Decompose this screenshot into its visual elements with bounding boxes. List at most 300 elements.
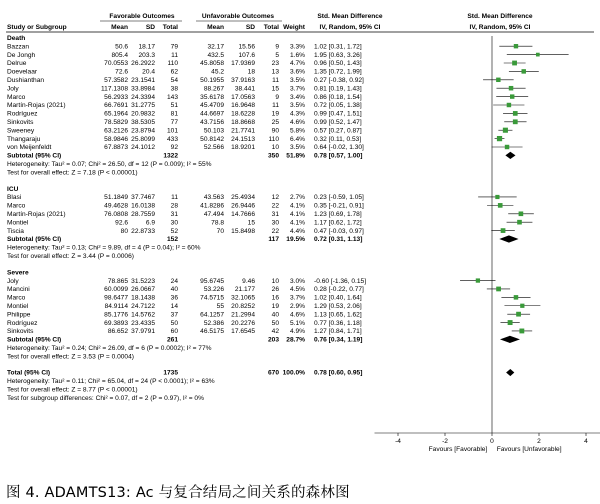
study-name: Rodríguez — [7, 110, 38, 118]
total-unfavorable: 25 — [271, 119, 279, 126]
study-name: Tiscia — [7, 227, 24, 235]
study-name: Sinkovits — [7, 119, 34, 126]
total-favorable: 101 — [166, 127, 178, 135]
study-square-marker — [501, 228, 506, 233]
total-favorable: 30 — [170, 219, 178, 227]
total-favorable: 110 — [167, 60, 178, 68]
study-name: von Meijenfeldt — [7, 144, 52, 152]
study-name: Thangaraju — [7, 135, 41, 143]
study-name: Martín-Rojas (2021) — [7, 210, 66, 218]
header-study: Study or Subgroup — [7, 24, 67, 31]
weight-value: 2.7% — [289, 194, 305, 202]
mean-unfavorable: 78.8 — [211, 219, 224, 227]
study-name: Sinkovits — [7, 328, 34, 336]
study-square-marker — [517, 220, 522, 225]
total-unfavorable: 12 — [271, 194, 279, 202]
header-sd-2: SD — [245, 24, 255, 31]
header-unfavorable-outcomes: Unfavorable Outcomes — [201, 13, 275, 20]
subgroup-differences-text: Test for subgroup differences: Chi² = 0.07, df = 2 (P = 0.97), I² = 0% — [7, 394, 204, 402]
sd-unfavorable: 9.46 — [242, 277, 255, 285]
weight-value: 5.1% — [289, 319, 305, 327]
sd-favorable: 28.7559 — [131, 210, 155, 218]
mean-favorable: 50.6 — [115, 43, 128, 51]
total-overall-effect-text: Test for overall effect: Z = 8.77 (P < 0.00001) — [7, 386, 138, 394]
smd-ci-text: 1.95 [0.63, 3.26] — [314, 51, 362, 59]
subgroup-title: ICU — [7, 185, 19, 193]
study-square-marker — [505, 145, 509, 149]
study-square-marker — [496, 287, 501, 292]
smd-ci-text: 0.99 [0.52, 1.47] — [314, 119, 362, 126]
study-square-marker — [476, 278, 480, 282]
total-unfavorable: 13 — [271, 68, 279, 76]
weight-value: 4.1% — [289, 202, 305, 210]
total-total-unfavorable: 670 — [267, 369, 279, 377]
mean-unfavorable: 55 — [216, 302, 224, 310]
study-name: Marco — [7, 294, 26, 302]
total-unfavorable: 22 — [271, 202, 279, 210]
weight-value: 4.3% — [289, 110, 305, 118]
total-favorable: 77 — [170, 119, 178, 126]
mean-unfavorable: 45.8058 — [200, 60, 224, 68]
header-plot-method: IV, Random, 95% CI — [469, 24, 531, 31]
study-square-marker — [514, 295, 519, 300]
heterogeneity-text: Heterogeneity: Tau² = 0.24; Chi² = 26.09, df = 6 (P = 0.0002); I² = 77% — [7, 344, 212, 352]
sd-unfavorable: 38.441 — [234, 85, 255, 93]
mean-unfavorable: 50.8142 — [200, 135, 224, 143]
sd-unfavorable: 21.7741 — [231, 127, 255, 135]
smd-ci-text: 0.64 [-0.02, 1.30] — [314, 144, 364, 152]
study-square-marker — [514, 44, 518, 48]
total-ci-text: 0.78 [0.60, 0.95] — [314, 369, 363, 377]
mean-favorable: 65.1964 — [104, 110, 128, 118]
mean-unfavorable: 432.5 — [207, 51, 224, 59]
x-tick-label: -2 — [442, 438, 448, 445]
header-total-1: Total — [162, 24, 178, 31]
mean-unfavorable: 32.17 — [207, 43, 224, 51]
total-unfavorable: 10 — [271, 144, 279, 152]
mean-unfavorable: 64.1257 — [200, 311, 224, 319]
smd-ci-text: 1.02 [0.40, 1.64] — [314, 294, 362, 302]
mean-unfavorable: 44.6697 — [200, 110, 224, 118]
weight-value: 2.9% — [289, 302, 305, 310]
heterogeneity-text: Heterogeneity: Tau² = 0.07; Chi² = 26.50, df = 12 (P = 0.009); I² = 55% — [7, 161, 212, 168]
subtotal-weight: 19.5% — [286, 236, 305, 244]
overall-effect-text: Test for overall effect: Z = 3.53 (P = 0.0004) — [7, 353, 134, 361]
smd-ci-text: 0.77 [0.36, 1.18] — [314, 319, 362, 327]
mean-unfavorable: 45.2 — [211, 68, 224, 76]
weight-value: 3.7% — [289, 294, 305, 302]
total-favorable: 92 — [170, 144, 178, 152]
total-heterogeneity-text: Heterogeneity: Tau² = 0.11; Chi² = 65.04, df = 24 (P < 0.0001); I² = 63% — [7, 378, 215, 386]
sd-unfavorable: 15 — [247, 219, 255, 227]
weight-value: 3.6% — [289, 68, 305, 76]
sd-unfavorable: 21.177 — [234, 286, 255, 294]
total-favorable: 11 — [171, 194, 178, 202]
study-square-marker — [503, 128, 508, 133]
smd-ci-text: 1.29 [0.53, 2.06] — [314, 302, 362, 310]
total-favorable: 28 — [170, 202, 178, 210]
mean-favorable: 78.865 — [107, 277, 128, 285]
subtotal-ci-text: 0.72 [0.31, 1.13] — [314, 236, 363, 244]
total-unfavorable: 19 — [271, 110, 279, 118]
subtotal-weight: 51.8% — [286, 152, 305, 160]
header-smd: Std. Mean Difference — [317, 13, 383, 20]
smd-ci-text: 1.27 [0.84, 1.71] — [314, 328, 362, 336]
subtotal-label: Subtotal (95% CI) — [7, 152, 62, 160]
study-name: Joly — [7, 85, 19, 93]
sd-unfavorable: 20.2276 — [231, 319, 255, 327]
smd-ci-text: 0.99 [0.47, 1.51] — [314, 110, 362, 118]
mean-unfavorable: 53.226 — [203, 286, 224, 294]
total-unfavorable: 40 — [271, 311, 279, 319]
total-favorable: 50 — [170, 319, 178, 327]
smd-ci-text: 1.17 [0.62, 1.72] — [314, 219, 362, 227]
sd-favorable: 31.2775 — [131, 102, 155, 110]
smd-ci-text: 0.35 [-0.21, 0.91] — [314, 202, 364, 210]
weight-value: 1.6% — [289, 51, 305, 59]
sd-favorable: 38.5305 — [131, 119, 155, 126]
sd-favorable: 16.0138 — [131, 202, 155, 210]
total-diamond — [506, 369, 514, 376]
header-mean-1: Mean — [111, 24, 128, 31]
sd-unfavorable: 15.8498 — [231, 227, 255, 235]
sd-favorable: 23.4335 — [131, 319, 155, 327]
x-tick-label: 4 — [584, 438, 588, 445]
header-mean-2: Mean — [207, 24, 224, 31]
study-square-marker — [519, 211, 524, 216]
mean-favorable: 60.0099 — [104, 286, 128, 294]
study-name: Bazzan — [7, 43, 29, 51]
total-weight: 100.0% — [282, 369, 305, 377]
study-name: Blasi — [7, 194, 22, 202]
mean-unfavorable: 43.7156 — [200, 119, 224, 126]
study-square-marker — [516, 312, 521, 317]
weight-value: 4.6% — [289, 311, 305, 319]
total-total-favorable: 1735 — [163, 369, 178, 377]
study-square-marker — [509, 86, 514, 91]
total-unfavorable: 11 — [272, 102, 279, 110]
weight-value: 6.4% — [289, 135, 305, 143]
mean-favorable: 51.1849 — [104, 194, 128, 202]
weight-value: 4.6% — [289, 119, 305, 126]
sd-favorable: 26.2922 — [131, 60, 155, 68]
total-favorable: 11 — [171, 51, 178, 59]
sd-unfavorable: 16.9648 — [231, 102, 255, 110]
total-favorable: 54 — [170, 77, 178, 84]
total-favorable: 143 — [166, 93, 178, 101]
study-name: Rodríguez — [7, 319, 38, 327]
total-favorable: 62 — [170, 68, 178, 76]
sd-unfavorable: 18.6228 — [231, 110, 255, 118]
sd-unfavorable: 107.6 — [238, 51, 255, 59]
sd-unfavorable: 14.7666 — [231, 210, 255, 218]
sd-favorable: 37.7467 — [131, 194, 155, 202]
study-square-marker — [512, 61, 517, 66]
study-name: Joly — [7, 277, 19, 285]
subtotal-diamond — [499, 235, 518, 242]
total-favorable: 37 — [170, 311, 178, 319]
total-unfavorable: 19 — [271, 302, 279, 310]
header-weight: Weight — [283, 24, 305, 31]
smd-ci-text: 0.27 [-0.38, 0.92] — [314, 77, 364, 84]
study-name: De Jongh — [7, 51, 36, 59]
total-favorable: 79 — [170, 43, 178, 51]
x-tick-label: -4 — [395, 438, 401, 445]
header-favorable-outcomes: Favorable Outcomes — [109, 13, 175, 20]
mean-unfavorable: 70 — [216, 227, 224, 235]
mean-unfavorable: 50.1955 — [200, 77, 224, 84]
study-square-marker — [507, 103, 511, 107]
total-unfavorable: 30 — [271, 219, 279, 227]
sd-favorable: 203.3 — [138, 51, 155, 59]
subtotal-total-favorable: 1322 — [163, 152, 178, 160]
mean-favorable: 72.6 — [115, 68, 128, 76]
total-unfavorable: 26 — [271, 286, 279, 294]
mean-favorable: 76.0808 — [104, 210, 128, 218]
smd-ci-text: 0.72 [0.05, 1.38] — [314, 102, 362, 110]
mean-favorable: 117.1308 — [100, 85, 128, 93]
header-plot-smd: Std. Mean Difference — [467, 13, 533, 20]
subgroup-title: Death — [7, 35, 26, 42]
study-square-marker — [498, 203, 503, 208]
total-unfavorable: 11 — [272, 77, 279, 84]
study-square-marker — [510, 94, 514, 98]
smd-ci-text: 0.28 [-0.22, 0.77] — [314, 286, 364, 294]
smd-ci-text: 1.23 [0.69, 1.78] — [314, 210, 362, 218]
sd-favorable: 24.3394 — [131, 93, 155, 101]
total-favorable: 24 — [170, 277, 178, 285]
smd-ci-text: 0.32 [0.11, 0.53] — [314, 135, 362, 143]
study-square-marker — [497, 136, 502, 141]
mean-unfavorable: 88.267 — [203, 85, 224, 93]
mean-unfavorable: 74.5715 — [200, 294, 224, 302]
weight-value: 3.0% — [289, 277, 305, 285]
overall-effect-text: Test for overall effect: Z = 3.44 (P = 0.0006) — [7, 252, 134, 260]
weight-value: 4.5% — [289, 286, 305, 294]
sd-unfavorable: 25.4934 — [231, 194, 255, 202]
subtotal-ci-text: 0.76 [0.34, 1.19] — [314, 336, 363, 344]
subtotal-diamond — [505, 152, 515, 159]
mean-favorable: 63.2126 — [104, 127, 128, 135]
mean-favorable: 92.6 — [115, 219, 128, 227]
sd-favorable: 31.5223 — [131, 277, 155, 285]
total-unfavorable: 9 — [275, 93, 279, 101]
weight-value: 3.3% — [289, 43, 305, 51]
total-unfavorable: 110 — [268, 135, 279, 143]
subtotal-weight: 28.7% — [286, 336, 305, 344]
total-unfavorable: 5 — [275, 51, 279, 59]
total-unfavorable: 9 — [275, 43, 279, 51]
weight-value: 4.4% — [289, 227, 305, 235]
total-unfavorable: 16 — [271, 294, 279, 302]
mean-unfavorable: 52.566 — [203, 144, 224, 152]
header-method: IV, Random, 95% CI — [319, 24, 381, 31]
sd-unfavorable: 18 — [247, 68, 255, 76]
subtotal-total-unfavorable: 203 — [267, 336, 279, 344]
sd-unfavorable: 37.9163 — [231, 77, 255, 84]
smd-ci-text: 0.57 [0.27, 0.87] — [314, 127, 362, 135]
study-name: Philippe — [7, 311, 31, 319]
figure-caption: 图 4. ADAMTS13: Ac 与复合结局之间关系的森林图 — [6, 485, 350, 501]
weight-value: 5.8% — [289, 127, 305, 135]
total-favorable: 36 — [170, 294, 178, 302]
study-name: Marco — [7, 202, 26, 210]
study-name: Montiel — [7, 302, 29, 310]
sd-unfavorable: 32.1065 — [231, 294, 255, 302]
mean-unfavorable: 46.5175 — [200, 328, 224, 336]
mean-favorable: 70.0553 — [104, 60, 128, 68]
sd-unfavorable: 20.8252 — [231, 302, 255, 310]
mean-favorable: 67.8873 — [104, 144, 128, 152]
total-favorable: 52 — [170, 227, 178, 235]
total-label: Total (95% CI) — [7, 369, 51, 377]
favours-left-label: Favours [Favorable] — [428, 446, 488, 453]
total-unfavorable: 90 — [271, 127, 279, 135]
mean-favorable: 805.4 — [111, 51, 128, 59]
sd-favorable: 23.1541 — [131, 77, 155, 84]
mean-favorable: 85.1776 — [104, 311, 128, 319]
subtotal-total-unfavorable: 117 — [268, 236, 279, 244]
study-name: Martín-Rojas (2021) — [7, 102, 66, 110]
study-square-marker — [508, 320, 513, 325]
weight-value: 4.1% — [289, 219, 305, 227]
weight-value: 3.5% — [289, 77, 305, 84]
total-favorable: 31 — [170, 210, 178, 218]
study-square-marker — [495, 195, 499, 199]
header-sd-1: SD — [145, 24, 155, 31]
total-unfavorable: 10 — [271, 277, 279, 285]
mean-favorable: 78.5829 — [104, 119, 128, 126]
total-unfavorable: 22 — [271, 227, 279, 235]
sd-favorable: 25.8099 — [131, 135, 155, 143]
total-unfavorable: 42 — [271, 328, 279, 336]
favours-right-label: Favours [Unfavorable] — [496, 446, 562, 453]
study-square-marker — [536, 53, 540, 57]
sd-favorable: 37.9791 — [131, 328, 155, 336]
sd-favorable: 24.7122 — [131, 302, 155, 310]
sd-favorable: 14.5762 — [131, 311, 155, 319]
heterogeneity-text: Heterogeneity: Tau² = 0.13; Chi² = 9.89, df = 4 (P = 0.04); I² = 60% — [7, 244, 201, 252]
weight-value: 3.4% — [289, 93, 305, 101]
sd-favorable: 18.17 — [138, 43, 155, 51]
smd-ci-text: 1.13 [0.65, 1.62] — [314, 311, 362, 319]
sd-favorable: 6.9 — [145, 219, 155, 227]
total-unfavorable: 15 — [271, 85, 279, 93]
sd-unfavorable: 26.9446 — [231, 202, 255, 210]
mean-favorable: 84.9114 — [104, 302, 128, 310]
mean-favorable: 56.2933 — [104, 93, 128, 101]
total-favorable: 38 — [170, 85, 178, 93]
subtotal-total-favorable: 261 — [166, 336, 178, 344]
overall-effect-text: Test for overall effect: Z = 7.18 (P < 0.00001) — [7, 169, 138, 177]
mean-unfavorable: 35.6178 — [200, 93, 224, 101]
total-favorable: 60 — [170, 328, 178, 336]
study-square-marker — [520, 304, 524, 308]
mean-favorable: 98.6477 — [104, 294, 128, 302]
subtotal-total-unfavorable: 350 — [267, 152, 279, 160]
study-name: Sweeney — [7, 127, 35, 135]
header-total-2: Total — [263, 24, 279, 31]
sd-unfavorable: 24.1513 — [231, 135, 255, 143]
smd-ci-text: 0.47 [-0.03, 0.97] — [314, 227, 364, 235]
x-tick-label: 2 — [537, 438, 541, 445]
sd-unfavorable: 18.9201 — [231, 144, 255, 152]
smd-ci-text: -0.60 [-1.36, 0.15] — [314, 277, 367, 285]
study-name: Doevelaar — [7, 68, 38, 76]
smd-ci-text: 1.35 [0.72, 1.99] — [314, 68, 362, 76]
study-name: Mancini — [7, 286, 30, 294]
sd-unfavorable: 17.9369 — [231, 60, 255, 68]
sd-favorable: 20.4 — [142, 68, 155, 76]
study-square-marker — [513, 111, 518, 116]
weight-value: 3.5% — [289, 102, 305, 110]
total-unfavorable: 23 — [271, 60, 279, 68]
mean-favorable: 66.7691 — [104, 102, 128, 110]
smd-ci-text: 0.96 [0.50, 1.43] — [314, 60, 362, 68]
sd-favorable: 24.1012 — [131, 144, 155, 152]
mean-favorable: 80 — [120, 227, 128, 235]
study-square-marker — [519, 329, 524, 334]
subtotal-label: Subtotal (95% CI) — [7, 336, 62, 344]
weight-value: 3.5% — [289, 144, 305, 152]
mean-favorable: 58.9846 — [104, 135, 128, 143]
subtotal-label: Subtotal (95% CI) — [7, 236, 62, 244]
study-name: Marco — [7, 93, 26, 101]
smd-ci-text: 0.23 [-0.59, 1.05] — [314, 194, 364, 202]
total-unfavorable: 31 — [271, 210, 279, 218]
smd-ci-text: 0.81 [0.19, 1.43] — [314, 85, 362, 93]
study-name: Montiel — [7, 219, 29, 227]
smd-ci-text: 0.86 [0.18, 1.54] — [314, 93, 362, 101]
sd-favorable: 23.8794 — [131, 127, 155, 135]
subtotal-ci-text: 0.78 [0.57, 1.00] — [314, 152, 363, 160]
mean-unfavorable: 95.6745 — [200, 277, 224, 285]
subgroup-title: Severe — [7, 269, 29, 277]
total-favorable: 81 — [170, 110, 178, 118]
sd-unfavorable: 17.6545 — [231, 328, 255, 336]
weight-value: 4.1% — [289, 210, 305, 218]
study-name: Delrue — [7, 60, 27, 68]
sd-favorable: 22.8733 — [131, 227, 155, 235]
mean-favorable: 69.3893 — [104, 319, 128, 327]
smd-ci-text: 1.02 [0.31, 1.72] — [314, 43, 362, 51]
sd-unfavorable: 21.2994 — [231, 311, 255, 319]
mean-unfavorable: 45.4709 — [200, 102, 224, 110]
weight-value: 4.9% — [289, 328, 305, 336]
mean-unfavorable: 50.103 — [203, 127, 224, 135]
sd-favorable: 33.8984 — [131, 85, 155, 93]
mean-favorable: 49.4628 — [104, 202, 128, 210]
total-favorable: 40 — [170, 286, 178, 294]
subtotal-diamond — [500, 336, 520, 343]
weight-value: 4.7% — [289, 60, 305, 68]
study-name: Dushianthan — [7, 77, 45, 84]
sd-favorable: 18.1438 — [131, 294, 155, 302]
sd-favorable: 26.0667 — [131, 286, 155, 294]
mean-unfavorable: 43.563 — [203, 194, 224, 202]
total-favorable: 51 — [170, 102, 178, 110]
mean-favorable: 86.652 — [107, 328, 128, 336]
study-square-marker — [496, 78, 500, 82]
subtotal-total-favorable: 152 — [166, 236, 178, 244]
x-tick-label: 0 — [490, 438, 494, 445]
total-unfavorable: 50 — [271, 319, 279, 327]
mean-unfavorable: 52.386 — [203, 319, 224, 327]
weight-value: 3.7% — [289, 85, 305, 93]
study-square-marker — [521, 69, 525, 73]
mean-favorable: 57.3582 — [104, 77, 128, 84]
total-favorable: 14 — [170, 302, 178, 310]
